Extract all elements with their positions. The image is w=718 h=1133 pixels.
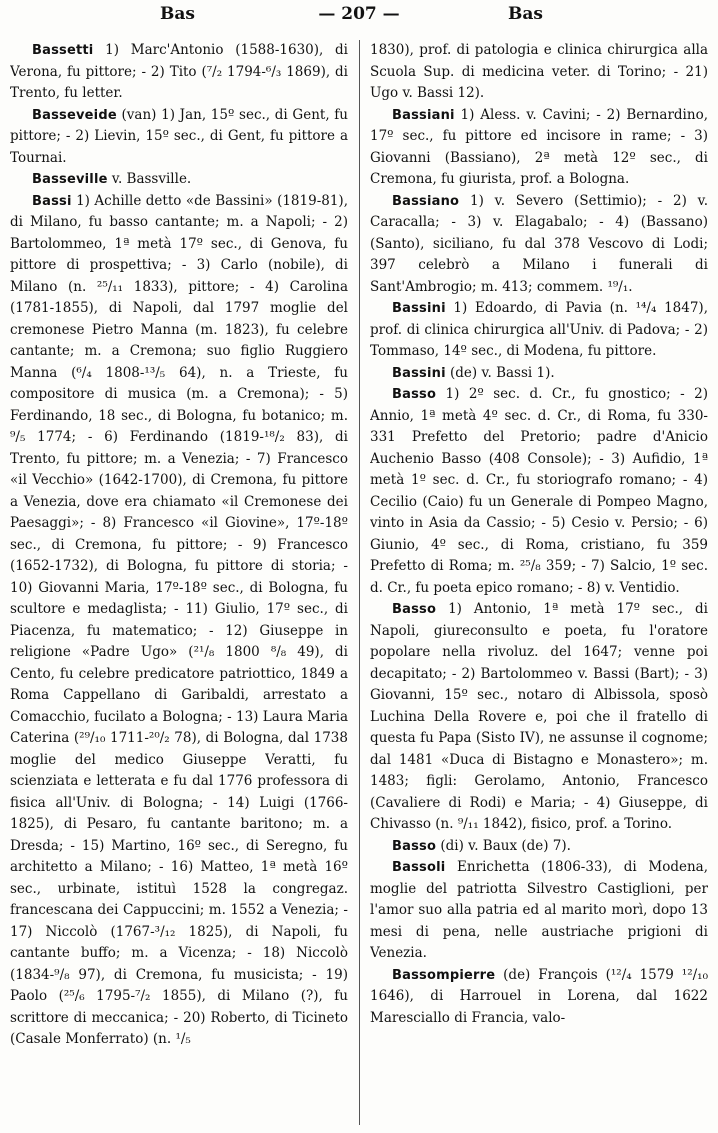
entry (370, 857, 708, 965)
entry-headword: Basso (392, 387, 437, 402)
entry-text: (de) François (¹²/₄ 1579 ¹²/₁₀ 1646), di Harrouel in Lorena, dal 1622 Maresciallo di Francia, valo- (370, 966, 708, 1026)
entry (10, 40, 348, 105)
entry (370, 599, 708, 836)
entry-text: (de) v. Bassi 1). (445, 364, 555, 381)
entry (370, 836, 708, 858)
entry-text: 1) Antonio, 1ª metà 17º sec., di Napoli, giureconsulto e poeta, fu l'oratore popolare nella rivoluz. del 1647; venne poi decapitato; - 2) Bartolommeo v. Bassi (Bart); - 3) Giovanni, 15º sec., notaro di Albissola, sposò Luchina Della Rovere e, poi che il fratello di questa fu Papa (Sisto IV), ne assunse il cognome; dal 1481 «Duca di Bistagno e Monastero»; m. 1483; figli: Gerolamo, Antonio, Francesco (Cavaliere di Rodi) e Maria; - 4) Giuseppe, di Chivasso (n. ⁹/₁₁ 1842), fisico, prof. a Torino. (370, 601, 708, 832)
page-number: — 207 — (318, 4, 400, 24)
entry (370, 191, 708, 299)
entry (370, 965, 708, 1030)
entry (370, 363, 708, 385)
entry-headword: Bassompierre (392, 967, 496, 983)
entry-headword: Basseveide (32, 107, 117, 123)
entry (370, 298, 708, 363)
entry-text: 1) Edoardo, di Pavia (n. ¹⁴/₄ 1847), prof. di clinica chirurgica all'Univ. di Padova; - 2) Tommaso, 14º sec., di Modena, fu pittore. (370, 300, 708, 359)
header-right-keyword: Bas (508, 4, 543, 24)
entry (370, 105, 708, 191)
entry (10, 105, 348, 170)
entry-text: (van) 1) Jan, 15º sec., di Gent, fu pittore; - 2) Lievin, 15º sec., di Gent, fu pittore a Tournai. (10, 106, 348, 166)
entry-headword: Basso (392, 838, 437, 854)
entry-continuation (370, 40, 708, 105)
entry-headword: Bassiani (392, 107, 455, 123)
entry (370, 384, 708, 599)
header-left-keyword: Bas (160, 4, 195, 24)
entry-headword: Basso (392, 602, 437, 617)
entry-headword: Bassini (392, 365, 446, 381)
entry-text: 1) Achille detto «de Bassini» (1819-81), di Milano, fu basso cantante; m. a Napoli; - 2) Bartolommeo, 1ª metà 17º sec., di Genova, fu pittore di prospettiva; - 3) Carlo (nobile), di Milano (n. ²⁵/₁₁ 1833), pittore; - 4) Carolina (1781-1855), di Napoli, dal 1797 moglie del cremonese Pietro Manna (m. 1823), fu celebre cantante; m. a Cremona; suo figlio Ruggiero Manna (⁶/₄ 1808-¹³/₅ 64), n. a Trieste, fu compositore di musica (m. a Cremona); - 5) Ferdinando, 18 sec., di Bologna, fu botanico; m. ⁹/₅ 1774; - 6) Ferdinando (1819-¹⁸/₂ 83), di Trento, fu pittore; m. a Venezia; - 7) Francesco «il Vecchio» (1642-1700), di Cremona, fu pittore a Venezia, dove era chiamato «il Cremonese dei Paesaggi»; - 8) Francesco «il Giovine», 17º-18º sec., di Cremona, fu pittore; - 9) Francesco (1652-1732), di Bologna, fu pittore di storia; - 10) Giovanni Maria, 17º-18º sec., di Bologna, fu scultore e medaglista; - 11) Giulio, 17º sec., di Piacenza, fu matematico; - 12) Giuseppe in religione «Padre Ugo» (²¹/₈ 1800 ⁸/₈ 49), di Cento, fu celebre predicatore patriottico, 1849 a Roma Cappellano di Garibaldi, arrestato a Comacchio, fucilato a Bologna; - 13) Laura Maria Caterina (²⁹/₁₀ 1711-²⁰/₂ 78), di Bologna, dal 1738 moglie del medico Giuseppe Veratti, fu scienziata e letterata e fu dal 1776 professora di fisica all'Univ. di Bologna; - 14) Luigi (1766-1825), di Pesaro, fu cantante baritono; m. a Dresda; - 15) Martino, 16º sec., di Seregno, fu architetto a Milano; - 16) Matteo, 1ª metà 16º sec., urbinate, istituì 1528 la congregaz. francescana dei Cappuccini; m. 1552 a Venezia; - 17) Niccolò (1767-³/₁₂ 1825), di Napoli, fu cantante buffo; m. a Vicenza; - 18) Niccolò (1834-⁹/₈ 97), di Cremona, fu musicista; - 19) Paolo (²⁵/₆ 1795-⁷/₂ 1855), di Milano (?), fu scrittore di meccanica; - 20) Roberto, di Ticineto (Casale Monferrato) (n. ¹/₅ (10, 192, 348, 1047)
entry-text: 1) Aless. v. Cavini; - 2) Bernardino, 17º sec., fu pittore ed incisore in rame; - 3) Giovanni (Bassiano), 2ª metà 12º sec., di Cremona, fu giurista, prof. a Bologna. (370, 106, 708, 187)
entry-headword: Bassiano (392, 193, 460, 209)
entry-headword: Bassetti (32, 43, 94, 58)
entry-text: 1) v. Severo (Settimio); - 2) v. Caracalla; - 3) v. Elagabalo; - 4) (Bassano) (Santo), siciliano, fu dal 378 Vescovo di Lodi; 397 celebrò a Milano i funerali di Sant'Ambrogio; m. 413; commem. ¹⁹/₁. (370, 192, 708, 295)
left-column (10, 40, 348, 1130)
entry-text: v. Bassville. (107, 171, 192, 187)
entry-headword: Bassoli (392, 860, 446, 875)
entry-text: 1) 2º sec. d. Cr., fu gnostico; - 2) Annio, 1ª metà 4º sec. d. Cr., di Roma, fu 330-331 Prefetto del Pretorio; padre d'Anicio Auchenio Basso (408 Console); - 3) Aufidio, 1ª metà 1º sec. d. Cr., fu storiografo romano; - 4) Cecilio (Caio) fu un Generale di Pompeo Magno, vinto in Asia da Cassio; - 5) Cesio v. Persio; - 6) Giunio, 4º sec., di Roma, cristiano, fu 359 Prefetto di Roma; m. ²⁵/₈ 359; - 7) Salcio, 1º sec. d. Cr., fu poeta epico romano; - 8) v. Ventidio. (370, 386, 708, 596)
entry-text: 1830), prof. di patologia e clinica chirurgica alla Scuola Sup. di medicina veter. di Torino; - 21) Ugo v. Bassi 12). (370, 42, 708, 101)
right-column (370, 40, 708, 1130)
entry-text: (di) v. Baux (de) 7). (436, 837, 571, 854)
entry (10, 191, 348, 1051)
entry-headword: Bassi (32, 193, 72, 209)
entry-headword: Bassini (392, 301, 446, 316)
entry-text: 1) Marc'Antonio (1588-1630), di Verona, fu pittore; - 2) Tito (⁷/₂ 1794-⁶/₃ 1869), di Trento, fu letter. (10, 42, 348, 101)
entry (10, 169, 348, 191)
page-header (0, 0, 718, 30)
entry-text: Enrichetta (1806-33), di Modena, moglie del patriotta Silvestro Castiglioni, per l'amor suo alla patria ed al marito morì, dopo 13 mesi di pena, nelle austriache prigioni di Venezia. (370, 859, 708, 961)
entry-headword: Basseville (32, 172, 108, 187)
column-divider (359, 40, 360, 1125)
